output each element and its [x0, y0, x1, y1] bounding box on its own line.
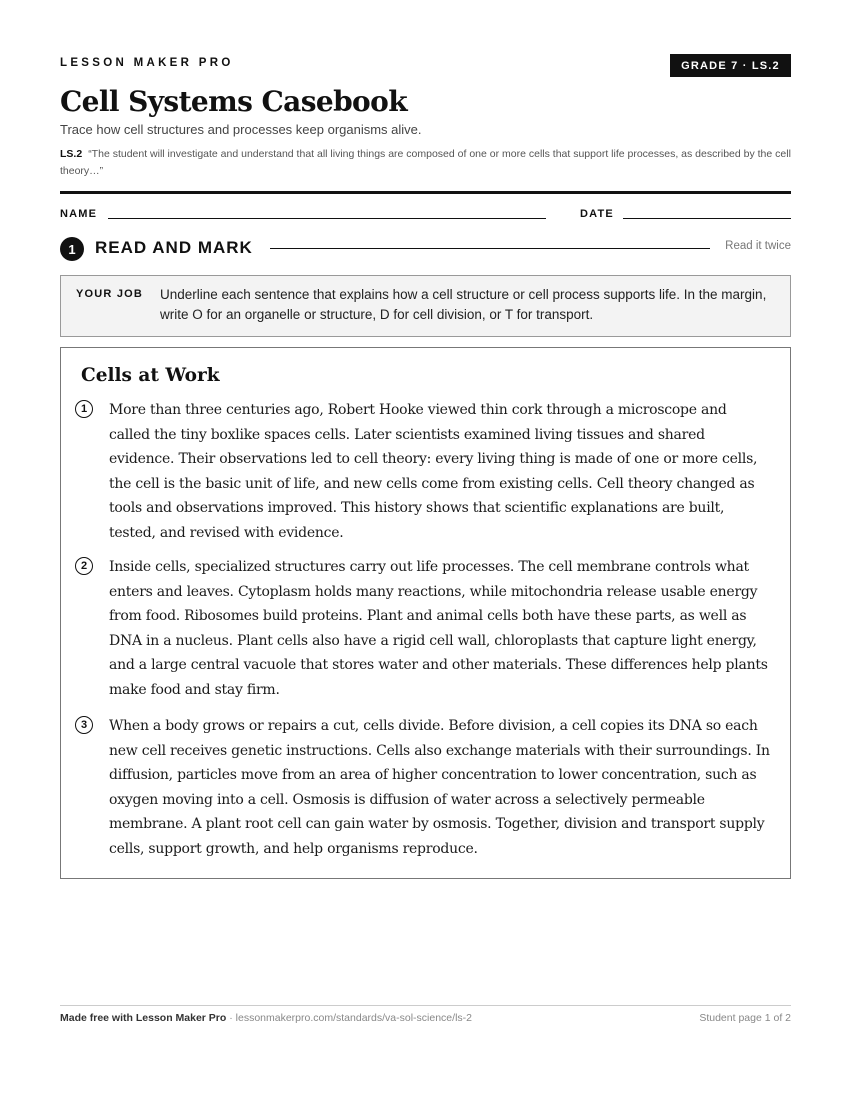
paragraph-text: When a body grows or repairs a cut, cells divide. Before division, a cell copies its DNA so each new cell receives genetic instructions. Cells also exchange materials with their surroundings. In diffusion, particles move from an area of higher concentration to lower concentration, such as oxygen moving into a cell. Osmosis is diffusion of water across a selectively permeable membrane. A plant root cell can gain water by osmosis. Together, division and transport supply cells, support growth, and help organisms reproduce. — [109, 718, 770, 857]
section-number-badge: 1 — [60, 237, 84, 261]
footer-page-number: Student page 1 of 2 — [699, 1012, 791, 1024]
standard-statement — [60, 146, 791, 180]
passage-title: Cells at Work — [81, 365, 220, 386]
paragraph-number-badge: 3 — [75, 716, 93, 734]
your-job-box — [60, 275, 791, 337]
name-field[interactable] — [108, 218, 546, 219]
paragraph-number-badge: 1 — [75, 400, 93, 418]
job-label: YOUR JOB — [76, 288, 144, 300]
name-date-row — [60, 207, 791, 221]
section-note: Read it twice — [725, 240, 791, 252]
header-divider — [60, 191, 791, 194]
paragraph-number-badge: 2 — [75, 557, 93, 575]
grade-badge: GRADE 7 · LS.2 — [670, 54, 791, 77]
page-subtitle: Trace how cell structures and processes keep organisms alive. — [60, 122, 422, 137]
section-title: READ AND MARK — [95, 238, 253, 257]
worksheet-page — [60, 0, 791, 1100]
footer-made-with: Made free with Lesson Maker Pro — [60, 1012, 227, 1024]
name-label: NAME — [60, 208, 98, 220]
footer-credit — [60, 1012, 472, 1024]
footer-divider — [60, 1005, 791, 1006]
brand-name: LESSON MAKER PRO — [60, 57, 234, 69]
reading-passage — [60, 347, 791, 879]
page-title: Cell Systems Casebook — [60, 85, 407, 118]
paragraph-text: More than three centuries ago, Robert Hooke viewed thin cork through a microscope and called the tiny boxlike spaces cells. Later scientists examined living tissues and shared evidence. Their observations led to cell theory: every living thing is made of one or more cells, the cell is the basic unit of life, and new cells come from existing cells. Cell theory changed as tools and observations improved. This history shows that scientific explanations are built, tested, and revised with evidence. — [109, 402, 758, 541]
section-divider — [270, 248, 710, 249]
section-read-and-mark — [60, 237, 791, 259]
standard-code: LS.2 — [60, 148, 83, 160]
standard-text: “The student will investigate and understand that all living things are composed of one or more cells that support life processes, as described by the cell theory…” — [60, 148, 791, 177]
date-field[interactable] — [623, 218, 791, 219]
job-instructions: Underline each sentence that explains how a cell structure or cell process supports life. In the margin, write O for an organelle or structure, D for cell division, or T for transport. — [160, 287, 767, 322]
paragraph-text: Inside cells, specialized structures carry out life processes. The cell membrane controls what enters and leaves. Cytoplasm holds many reactions, while mitochondria release usable energy from food. Ribosomes build proteins. Plant and animal cells both have these parts, as well as DNA in a nucleus. Plant cells also have a rigid cell wall, chloroplasts that capture light energy, and a large central vacuole that stores water and other materials. These differences help plants make food and stay firm. — [109, 559, 768, 698]
date-label: DATE — [580, 208, 614, 220]
footer-url: · lessonmakerpro.com/standards/va-sol-science/ls-2 — [226, 1012, 472, 1024]
